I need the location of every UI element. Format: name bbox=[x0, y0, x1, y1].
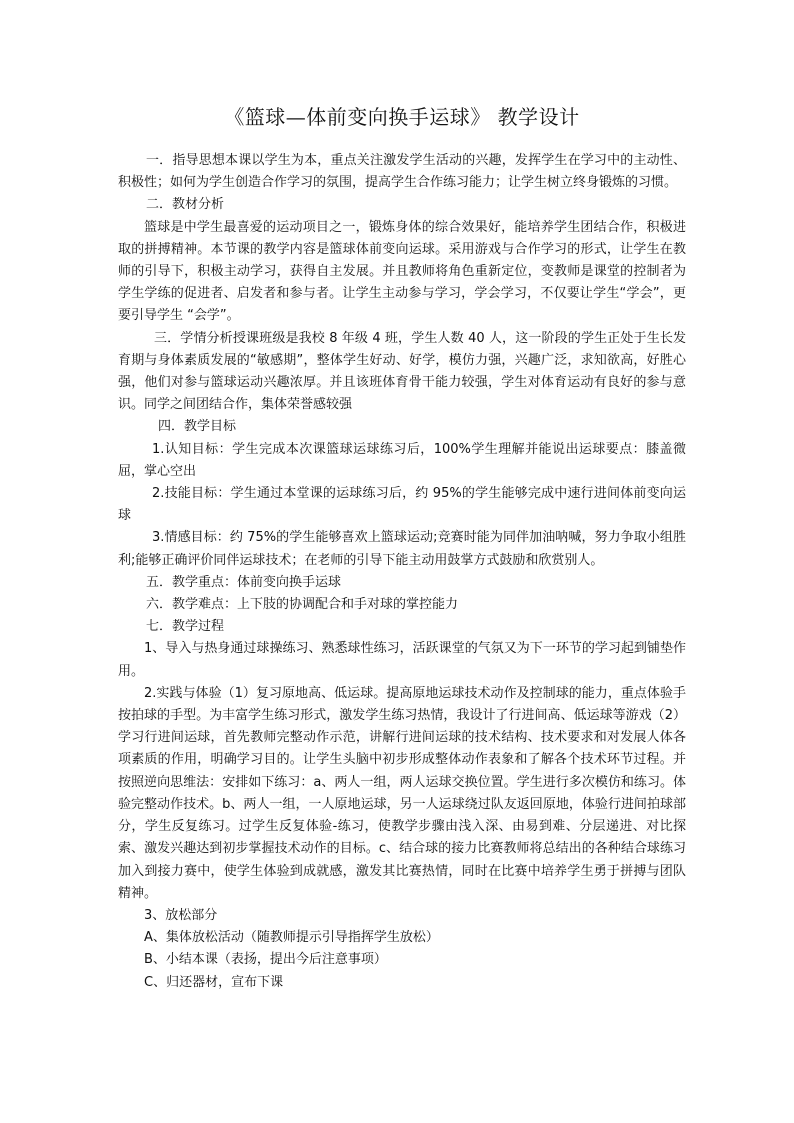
relax-item-b: B、小结本课（表扬，提出今后注意事项） bbox=[144, 952, 387, 968]
process-step-relax-heading: 3、放松部分 bbox=[144, 907, 218, 923]
document-page bbox=[118, 100, 686, 994]
relax-item-a: A、集体放松活动（随教师提示引导指挥学生放松） bbox=[144, 930, 439, 946]
goal-cognitive: 1.认知目标：学生完成本次课篮球运球练习后，100%学生理解并能说出运球要点：膝盖微屈，掌心空出 bbox=[118, 441, 686, 479]
paragraph-material-analysis: 篮球是中学生最喜爱的运动项目之一，锻炼身体的综合效果好，能培养学生团结合作，积极进取的拼搏精神。本节课的教学内容是篮球体前变向运球。采用游戏与合作学习的形式，让学生在教师的引导下，积极主动学习，获得自主发展。并且教师将角色重新定位，变教师是课堂的控制者为学生学练的促进者、启发者和参与者。让学生主动参与学习，学会学习，不仅要让学生“学会”，更要引导学生 “会学”。 bbox=[118, 219, 686, 324]
section-guiding-ideology: 一．指导思想本课以学生为本，重点关注激发学生活动的兴趣，发挥学生在学习中的主动性、积极性；如何为学生创造合作学习的氛围，提高学生合作练习能力；让学生树立终身锻炼的习惯。 bbox=[118, 153, 686, 191]
relax-item-c: C、归还器材，宣布下课 bbox=[144, 974, 284, 990]
document-title: 《篮球—体前变向换手运球》 教学设计 bbox=[224, 105, 580, 129]
section-heading-teaching-process: 七．教学过程 bbox=[146, 619, 225, 635]
process-step-warmup: 1、导入与热身通过球操练习、熟悉球性练习，活跃课堂的气氛又为下一环节的学习起到铺垫作用。 bbox=[118, 641, 686, 679]
goal-skill: 2.技能目标：学生通过本堂课的运球练习后，约 95%的学生能够完成中速行进间体前变向运球 bbox=[118, 486, 686, 524]
section-heading-material-analysis: 二．教材分析 bbox=[146, 197, 225, 213]
section-student-analysis: 三．学情分析授课班级是我校 8 年级 4 班，学生人数 40 人，这一阶段的学生正处于生长发育期与身体素质发展的“敏感期”，整体学生好动、好学，模仿力强，兴趣广泛，求知欲高，好胜心强，他们对参与篮球运动兴趣浓厚。并且该班体育骨干能力较强，学生对体育运动有良好的参与意识。同学之间团结合作，集体荣誉感较强 bbox=[118, 330, 686, 413]
section-key-point: 五．教学重点：体前变向换手运球 bbox=[146, 574, 342, 590]
section-difficulty: 六．教学难点：上下肢的协调配合和手对球的掌控能力 bbox=[146, 597, 459, 613]
goal-emotional: 3.情感目标：约 75%的学生能够喜欢上篮球运动;竞赛时能为同伴加油呐喊，努力争取小组胜利;能够正确评价同伴运球技术；在老师的引导下能主动用鼓掌方式鼓励和欣赏别人。 bbox=[118, 530, 686, 568]
process-step-practice: 2.实践与体验（1）复习原地高、低运球。提高原地运球技术动作及控制球的能力，重点体验手按拍球的手型。为丰富学生练习形式，激发学生练习热情，我设计了行进间高、低运球等游戏（2）学习行进间运球，首先教师完整动作示范，讲解行进间运球的技术结构、技术要求和对发展人体各项素质的作用，明确学习目的。让学生头脑中初步形成整体动作表象和了解各个技术环节过程。并按照逆向思维法：安排如下练习：a、两人一组，两人运球交换位置。学生进行多次模仿和练习。体验完整动作技术。b、两人一组，一人原地运球，另一人运球绕过队友返回原地，体验行进间拍球部分，学生反复练习。过学生反复体验-练习，使教学步骤由浅入深、由易到难、分层递进、对比探索、激发兴趣达到初步掌握技术动作的目标。c、结合球的接力比赛教师将总结出的各种结合球练习加入到接力赛中，使学生体验到成就感，激发其比赛热情，同时在比赛中培养学生勇于拼搏与团队精神。 bbox=[118, 685, 686, 901]
section-heading-teaching-goals: 四．教学目标 bbox=[158, 419, 237, 435]
